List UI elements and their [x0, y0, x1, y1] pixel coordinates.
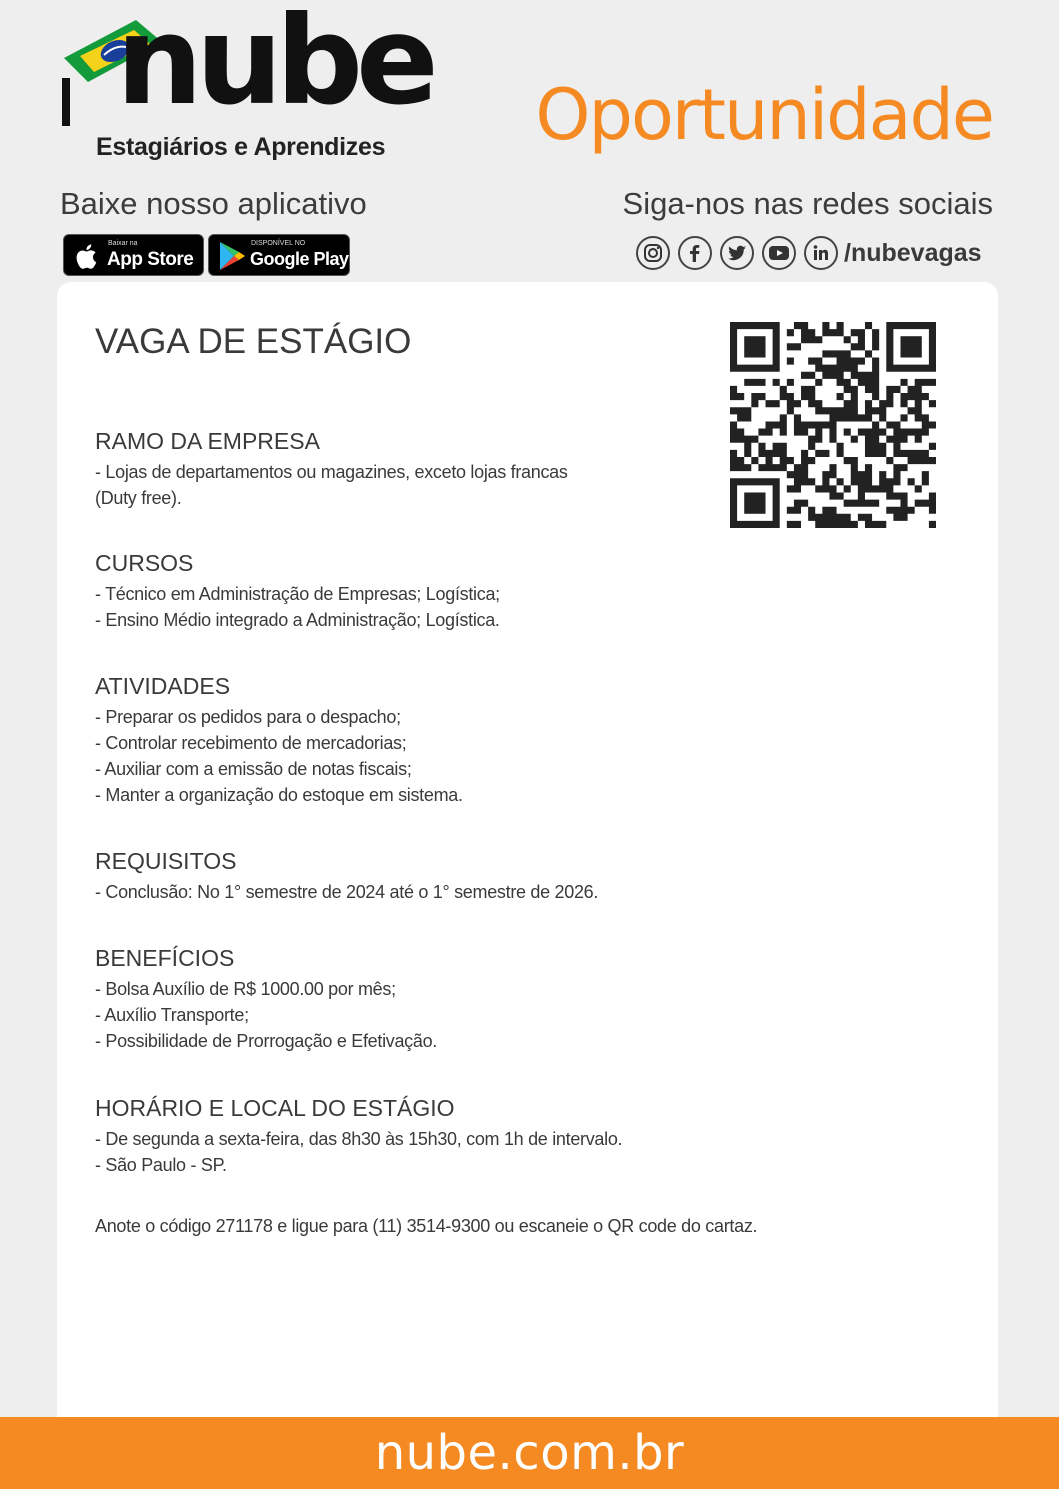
youtube-icon[interactable]	[762, 236, 796, 270]
section-line: - Possibilidade de Prorrogação e Efetivação.	[95, 1031, 438, 1051]
job-title: VAGA DE ESTÁGIO	[95, 322, 412, 361]
google-play-button[interactable]	[208, 234, 350, 276]
section-line: - Conclusão: No 1° semestre de 2024 até o 1° semestre de 2026.	[95, 882, 599, 902]
section-line: (Duty free).	[95, 488, 182, 508]
app-store-caption: Baixar na	[108, 240, 138, 247]
app-store-label: App Store	[107, 249, 194, 270]
social-links	[636, 234, 982, 272]
section-line: - Ensino Médio integrado a Administração; Logística.	[95, 610, 500, 630]
section-line: - Auxiliar com a emissão de notas fiscais;	[95, 759, 412, 779]
footer-bar	[0, 1417, 1059, 1489]
google-play-icon	[218, 241, 246, 271]
social-handle[interactable]: /nubevagas	[844, 238, 982, 267]
apple-icon	[76, 242, 100, 270]
job-section	[95, 673, 735, 808]
section-heading: REQUISITOS	[95, 848, 237, 874]
section-line: - Manter a organização do estoque em sistema.	[95, 785, 463, 805]
job-section	[95, 945, 735, 1054]
footer-url[interactable]: nube.com.br	[374, 1425, 685, 1481]
social-title: Siga-nos nas redes sociais	[622, 186, 993, 221]
section-heading: CURSOS	[95, 550, 194, 576]
section-heading: RAMO DA EMPRESA	[95, 428, 320, 454]
google-play-label: Google Play	[250, 249, 349, 269]
logo-tagline: Estagiários e Aprendizes	[96, 133, 386, 161]
section-line: - Bolsa Auxílio de R$ 1000.00 por mês;	[95, 979, 396, 999]
job-section	[95, 1095, 735, 1178]
section-line: - São Paulo - SP.	[95, 1155, 227, 1175]
linkedin-icon[interactable]	[804, 236, 838, 270]
contact-note: Anote o código 271178 e ligue para (11) 3514-9300 ou escaneie o QR code do cartaz.	[95, 1216, 758, 1236]
facebook-icon[interactable]	[678, 236, 712, 270]
section-line: - Preparar os pedidos para o despacho;	[95, 707, 401, 727]
section-line: - Técnico em Administração de Empresas; Logística;	[95, 584, 500, 604]
app-download-title: Baixe nosso aplicativo	[60, 186, 367, 221]
headline: Oportunidade	[535, 74, 993, 156]
logo-wordmark: nube	[116, 0, 432, 132]
section-line: - Lojas de departamentos ou magazines, exceto lojas francas	[95, 462, 568, 482]
section-line: - Auxílio Transporte;	[95, 1005, 249, 1025]
instagram-icon[interactable]	[636, 236, 670, 270]
job-section	[95, 550, 735, 633]
section-heading: BENEFÍCIOS	[95, 945, 235, 971]
job-section	[95, 848, 735, 905]
job-card	[57, 282, 998, 1442]
section-line: - Controlar recebimento de mercadorias;	[95, 733, 407, 753]
section-heading: ATIVIDADES	[95, 673, 231, 699]
job-section	[95, 428, 735, 511]
nube-logo	[58, 0, 432, 168]
google-play-caption: DISPONÍVEL NO	[251, 240, 306, 247]
section-line: - De segunda a sexta-feira, das 8h30 às 15h30, com 1h de intervalo.	[95, 1129, 623, 1149]
section-heading: HORÁRIO E LOCAL DO ESTÁGIO	[95, 1095, 455, 1121]
app-store-button[interactable]	[63, 234, 204, 276]
qr-code[interactable]	[730, 322, 936, 528]
twitter-icon[interactable]	[720, 236, 754, 270]
